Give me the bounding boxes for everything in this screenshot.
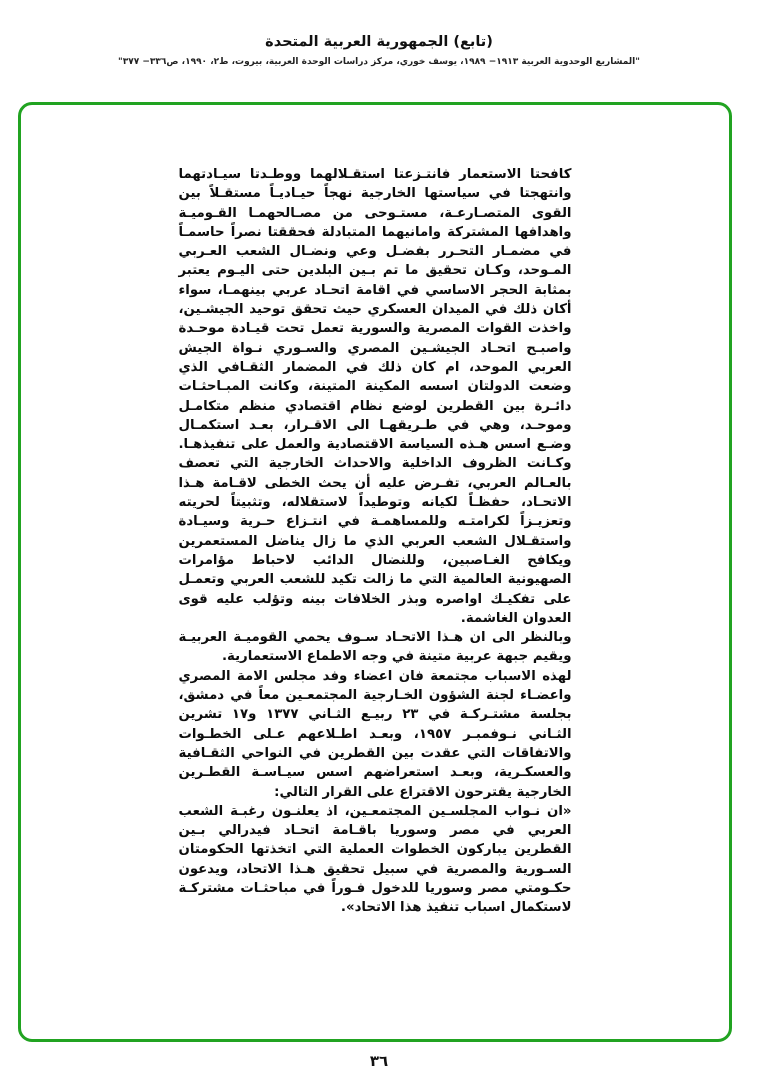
page-header (0, 34, 758, 67)
page-number: ٣٦ (369, 1052, 389, 1070)
paragraph-4: «ان نـواب المجلسـين المجتمعـين، اذ يعلنـون رغبـة الشعب العربي في مصر وسوريا باقـامة اتحـاد فيدرالي بـين القطرين يباركون الخطوات العملية التي اتخذتها الحكومتان السـورية والمصرية في سبيل تحقيق هـذا الاتحاد، ويدعون حكـومتي مصر وسوريا للدخول فـوراً في مباحثـات مشتركـة لاستكمال اسباب تنفيذ هذا الاتحاد». (178, 803, 572, 916)
paragraph-2: وبالنظر الى ان هـذا الاتحـاد سـوف يحمي القوميـة العربيـة ويقيم جبهة عربية متينة في وجه الاطماع الاستعمارية. (178, 630, 572, 665)
paragraph-3: لهذه الاسباب مجتمعة فان اعضاء وفد مجلس الامة المصري واعضـاء لجنة الشؤون الخـارجية المجتمعـين معاً في دمشق، بجلسة مشتـركـة في ٢٣ ربيـع الثـاني ١٣٧٧ و١٧ تشرين الثـاني نـوفمبـر ١٩٥٧، وبعـد اطـلاعهم عـلى الخطـوات والاتفاقات التي عقدت بين القطرين في النواحي الثقـافية والعسكـرية، وبعـد استعراضهم اسس سيـاسـة القطـرين الخارجية يقترحون الاقتراع على القرار التالي: (178, 668, 572, 800)
body-text (179, 165, 572, 918)
citation-line: "المشاريع الوحدوية العربية ١٩١٣− ١٩٨٩، يوسف خوري، مركز دراسات الوحدة العربية، بيروت، ط٢، ١٩٩٠، ص٣٣٦− ٣٧٧" (118, 57, 640, 67)
paragraph-1: كافحتا الاستعمار فانتـزعتا استقـلالهما ووطـدتا سيـادتهما وانتهجتا في سياستها الخارجية نهجاً حيـاديـاً مستقـلاً بين القوى المتصـارعـة، مستـوحى من مصـالحهمـا القـوميـة واهدافها المشتركة وامانيهما المتبادلة فحققتا نصراً حاسمـاً في مضمـار التحـرر بفضـل وعي ونضـال الشعب العـربي المـوحد، وكـان تحقيق ما تم بـين البلدين حتى اليـوم يعتبر بمثابة الحجر الاساسي في اقامة اتحـاد عربي بينهمـا، سواء أكان ذلك في الميدان العسكري حيث تحقق توحيد الجيشـين، واخذت القوات المصرية والسورية تعمل تحت قيـادة موحـدة واصبـح اتحـاد الجيشـين المصري والسـوري نـواة الجيش العربي الموحد، ام كان ذلك في المضمار الثقـافي الذي وضعت الدولتان اسسه المكينة المتينة، وكانت المبـاحثـات دائـرة بين القطرين لوضع نظام اقتصادي منظم متكامـل وموحـد، وهي في طـريقهـا الى الاقـرار، بعـد استكمـال وضـع اسس هـذه السياسة الاقتصادية والعمل على تنفيذهـا. وكـانت الظروف الداخلية والاحداث الخارجية التي تعصف بالعـالم العربي، تفـرض عليه أن يحث الخطى لاقـامة هـذا الاتحـاد، حفظـاً لكيانه وتوطيداً لاستقلاله، وتثبيتاً لحريته وتعزيـزاً لكرامتـه وللمساهمـة في انتـزاع حـرية وسيـادة واستقـلال الشعب العربي الذي ما زال يناضل المستعمرين ويكافح الغـاصبين، وللنضال الدائب لاحباط مؤامرات الصهيونية العالمية التي ما زالت تكيد للشعب العربي وتعمـل على تفكيـك اواصره وبذر الخلافات بينه وتؤلب عليه قوى العدوان الغاشمة. (178, 167, 572, 626)
page-title: (تابع) الجمهورية العربية المتحدة (265, 34, 493, 50)
content-border-box (18, 102, 732, 1042)
